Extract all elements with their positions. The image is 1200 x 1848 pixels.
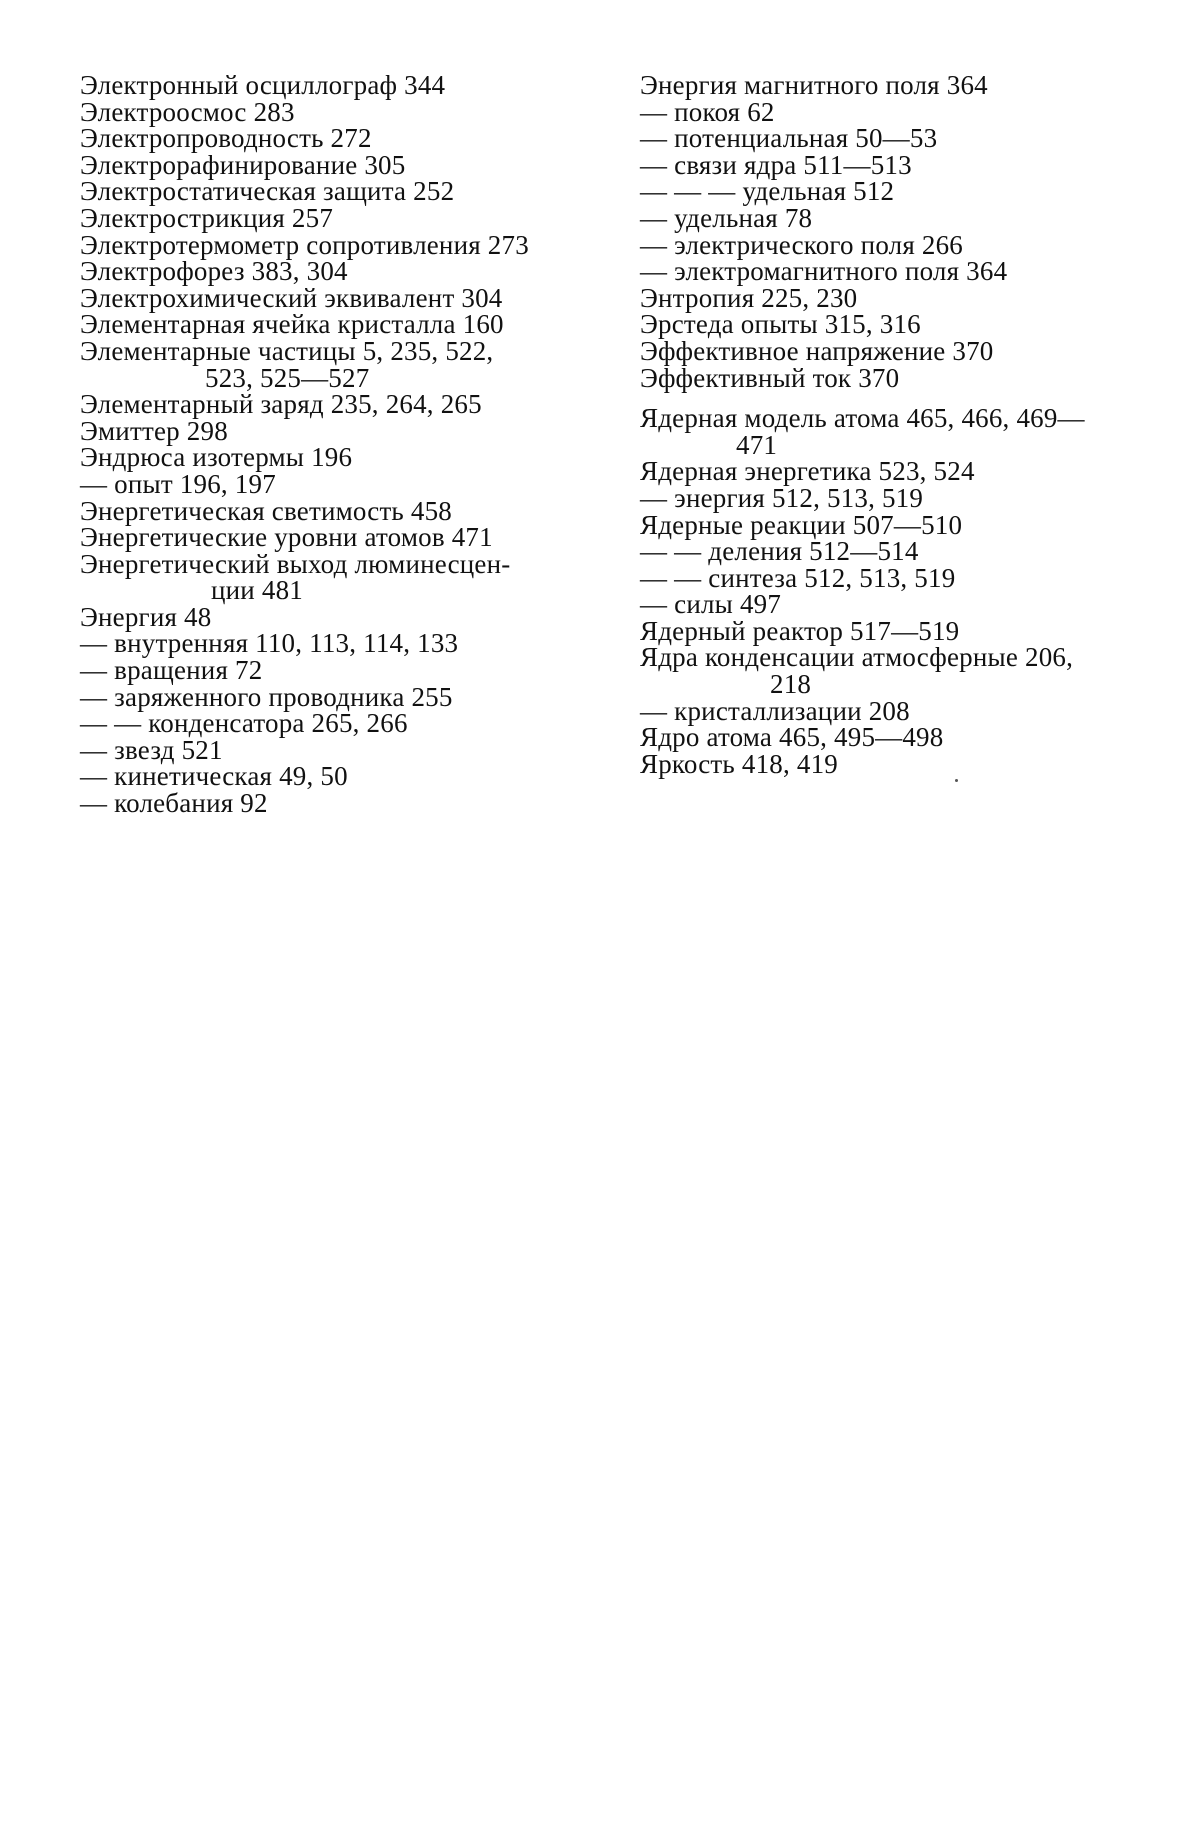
index-entry-multiline <box>80 548 580 606</box>
index-entry: Электростатическая защита 252 <box>80 176 455 207</box>
index-entry-continuation: 218 <box>770 669 812 700</box>
index-entry: — электрического поля 266 <box>640 229 964 260</box>
index-entry: — заряженного проводника 255 <box>80 681 453 712</box>
index-entry: Электрострикция 257 <box>80 202 334 233</box>
index-entry: — силы 497 <box>640 589 782 620</box>
index-entry: Ядерная энергетика 523, 524 <box>640 456 975 487</box>
index-entry: Яркость 418, 419 <box>640 748 838 779</box>
index-entry: Эмиттер 298 <box>80 415 228 446</box>
index-entry: — вращения 72 <box>80 655 263 686</box>
index-entry: — — синтеза 512, 513, 519 <box>640 562 956 593</box>
right-index-column <box>640 72 1140 777</box>
index-entry: Энергетическая светимость 458 <box>80 495 453 526</box>
index-entry: Электропроводность 272 <box>80 123 372 154</box>
index-entry-multiline <box>80 335 580 393</box>
index-entry-continuation: ции 481 <box>211 575 303 606</box>
index-entry: — — деления 512—514 <box>640 536 919 567</box>
index-entry-continuation: 471 <box>736 429 778 460</box>
index-entry-text: Энергетический выход люминесцен- <box>80 548 511 579</box>
index-entry: Энтропия 225, 230 <box>640 282 858 313</box>
print-speck <box>955 779 958 782</box>
index-entry: Элементарный заряд 235, 264, 265 <box>80 389 482 420</box>
left-index-column <box>80 72 580 817</box>
index-entry: Эрстеда опыты 315, 316 <box>640 309 921 340</box>
index-entry-multiline <box>640 405 1140 458</box>
index-entry: — колебания 92 <box>80 788 268 819</box>
index-entry: — опыт 196, 197 <box>80 468 276 499</box>
index-entry-text: Ядра конденсации атмосферные 206, <box>640 642 1074 673</box>
index-entry-continuation: 523, 525—527 <box>205 362 370 393</box>
index-entry: — — конденсатора 265, 266 <box>80 708 408 739</box>
index-entry: Электроосмос 283 <box>80 96 295 127</box>
index-entry: — энергия 512, 513, 519 <box>640 482 924 513</box>
index-entry: — звезд 521 <box>80 734 223 765</box>
index-entry-text: Ядерная модель атома 465, 466, 469— <box>640 403 1085 434</box>
index-entry: Ядерные реакции 507—510 <box>640 509 963 540</box>
index-entry: Электрохимический эквивалент 304 <box>80 282 503 313</box>
index-entry: Электротермометр сопротивления 273 <box>80 229 529 260</box>
index-entry: Ядро атома 465, 495—498 <box>640 722 944 753</box>
index-entry: — удельная 78 <box>640 202 813 233</box>
index-entry: Эффективное напряжение 370 <box>640 335 994 366</box>
index-entry: Энергия магнитного поля 364 <box>640 70 988 100</box>
index-entry: Эффективный ток 370 <box>640 362 900 393</box>
index-entry: Электрофорез 383, 304 <box>80 256 348 287</box>
index-entry: Ядерный реактор 517—519 <box>640 615 960 646</box>
index-entry: Эндрюса изотермы 196 <box>80 442 353 473</box>
index-entry: — потенциальная 50—53 <box>640 123 938 154</box>
index-entry: Энергетические уровни атомов 471 <box>80 522 493 553</box>
index-entry-multiline <box>640 642 1140 700</box>
index-entry-text: Элементарные частицы 5, 235, 522, <box>80 335 494 366</box>
index-entry: — связи ядра 511—513 <box>640 149 912 180</box>
index-entry: Элементарная ячейка кристалла 160 <box>80 309 504 340</box>
index-entry: — кристаллизации 208 <box>640 695 910 726</box>
index-entry: — покоя 62 <box>640 96 775 127</box>
index-entry: Энергия 48 <box>80 601 212 632</box>
index-entry: — кинетическая 49, 50 <box>80 761 348 792</box>
index-entry: Электрорафинирование 305 <box>80 149 406 180</box>
index-entry: — электромагнитного поля 364 <box>640 256 1008 287</box>
index-entry: — внутренняя 110, 113, 114, 133 <box>80 628 459 659</box>
index-entry: Электронный осциллограф 344 <box>80 70 446 100</box>
index-entry: — — — удельная 512 <box>640 176 895 207</box>
